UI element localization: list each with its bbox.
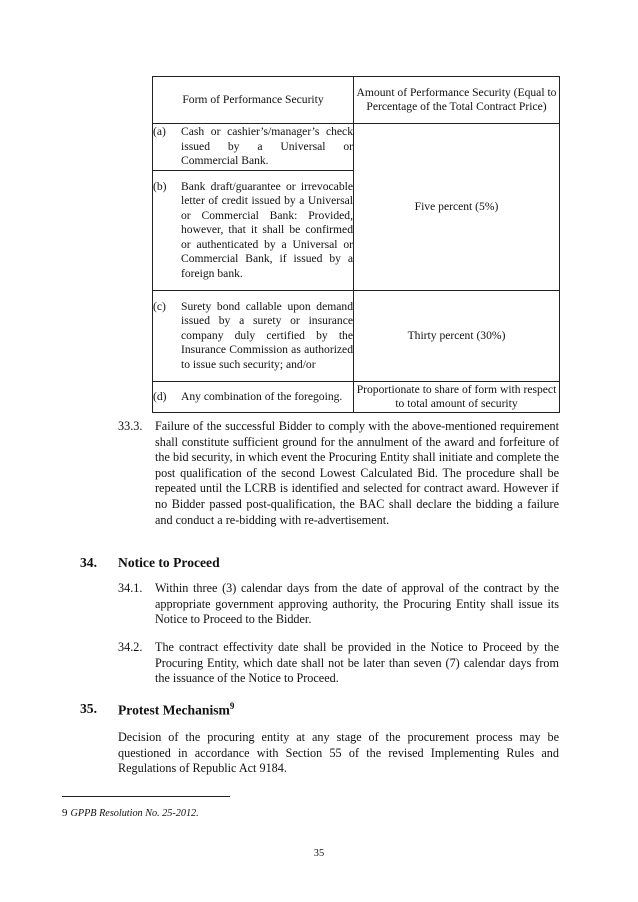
footnote-text: GPPB Resolution No. 25-2012. [70,808,199,819]
section-number: 34. [80,555,97,570]
section-title-text: Protest Mechanism [118,702,230,718]
footnote-reference[interactable]: 9 [229,701,235,711]
option-text: Cash or cashier’s/manager’s check issued by a Universal or Commercial Bank. [181,125,353,168]
option-text: Any combination of the foregoing. [181,389,343,403]
form-option-d [153,382,354,413]
section-title [118,701,234,719]
table-row [153,124,560,171]
amount-thirty-percent: Thirty percent (30%) [354,291,560,382]
option-text: Bank draft/guarantee or irrevocable letter of credit issued by a Universal or Commercial Bank: Provided, however, that it shall be confirmed or authenticated by a Universal or Commercial Bank, if issued by a foreign bank. [181,180,353,280]
table-row [153,291,560,382]
footnote-divider [62,796,230,797]
option-label: (c) [153,299,166,313]
form-option-a [153,124,354,171]
form-option-c [153,291,354,382]
clause-number: 34.1. [118,581,143,595]
option-label: (a) [153,125,166,139]
option-text: Surety bond callable upon demand issued by a surety or insurance company duly certified by the Insurance Commission as authorized to issue such security; and/or [181,299,353,371]
section-number: 35. [80,701,97,716]
footnote-number: 9 [62,807,68,819]
performance-security-table [152,76,560,413]
clause-34-1-text: Within three (3) calendar days from the date of approval of the contract by the appropriate government approving authority, the Procuring Entity shall issue its Notice to Proceed to the Bidder. [155,581,559,627]
clause-number: 33.3. [118,419,143,433]
section-35-text: Decision of the procuring entity at any stage of the procurement process may be questioned in accordance with Section 55 of the revised Implementing Rules and Regulations of Republic Act 9184. [118,730,559,776]
amount-five-percent: Five percent (5%) [354,124,560,291]
form-option-b [153,171,354,291]
table-header-row [153,77,560,124]
clause-number: 34.2. [118,640,143,654]
table-row [153,382,560,413]
option-label: (b) [153,180,167,194]
footnote [62,807,199,819]
header-amount: Amount of Performance Security (Equal to Percentage of the Total Contract Price) [354,77,560,124]
header-form: Form of Performance Security [153,77,354,124]
section-title: Notice to Proceed [118,555,220,570]
option-label: (d) [153,389,167,403]
amount-proportionate: Proportionate to share of form with respect to total amount of security [354,382,560,413]
clause-33-3-text: Failure of the successful Bidder to comply with the above-mentioned requirement shall constitute sufficient ground for the annulment of the award and forfeiture of the bid security, in which event the Procuring Entity shall initiate and complete the post qualification of the second Lowest Calculated Bid. The procedure shall be repeated until the LCRB is identified and selected for contract award. However if no Bidder passed post-qualification, the BAC shall declare the bidding a failure and conduct a re-bidding with re-advertisement. [155,419,559,527]
page-number: 35 [313,848,325,859]
clause-34-2-text: The contract effectivity date shall be provided in the Notice to Proceed by the Procuring Entity, which date shall not be later than seven (7) calendar days from the issuance of the Notice to Proceed. [155,640,559,686]
